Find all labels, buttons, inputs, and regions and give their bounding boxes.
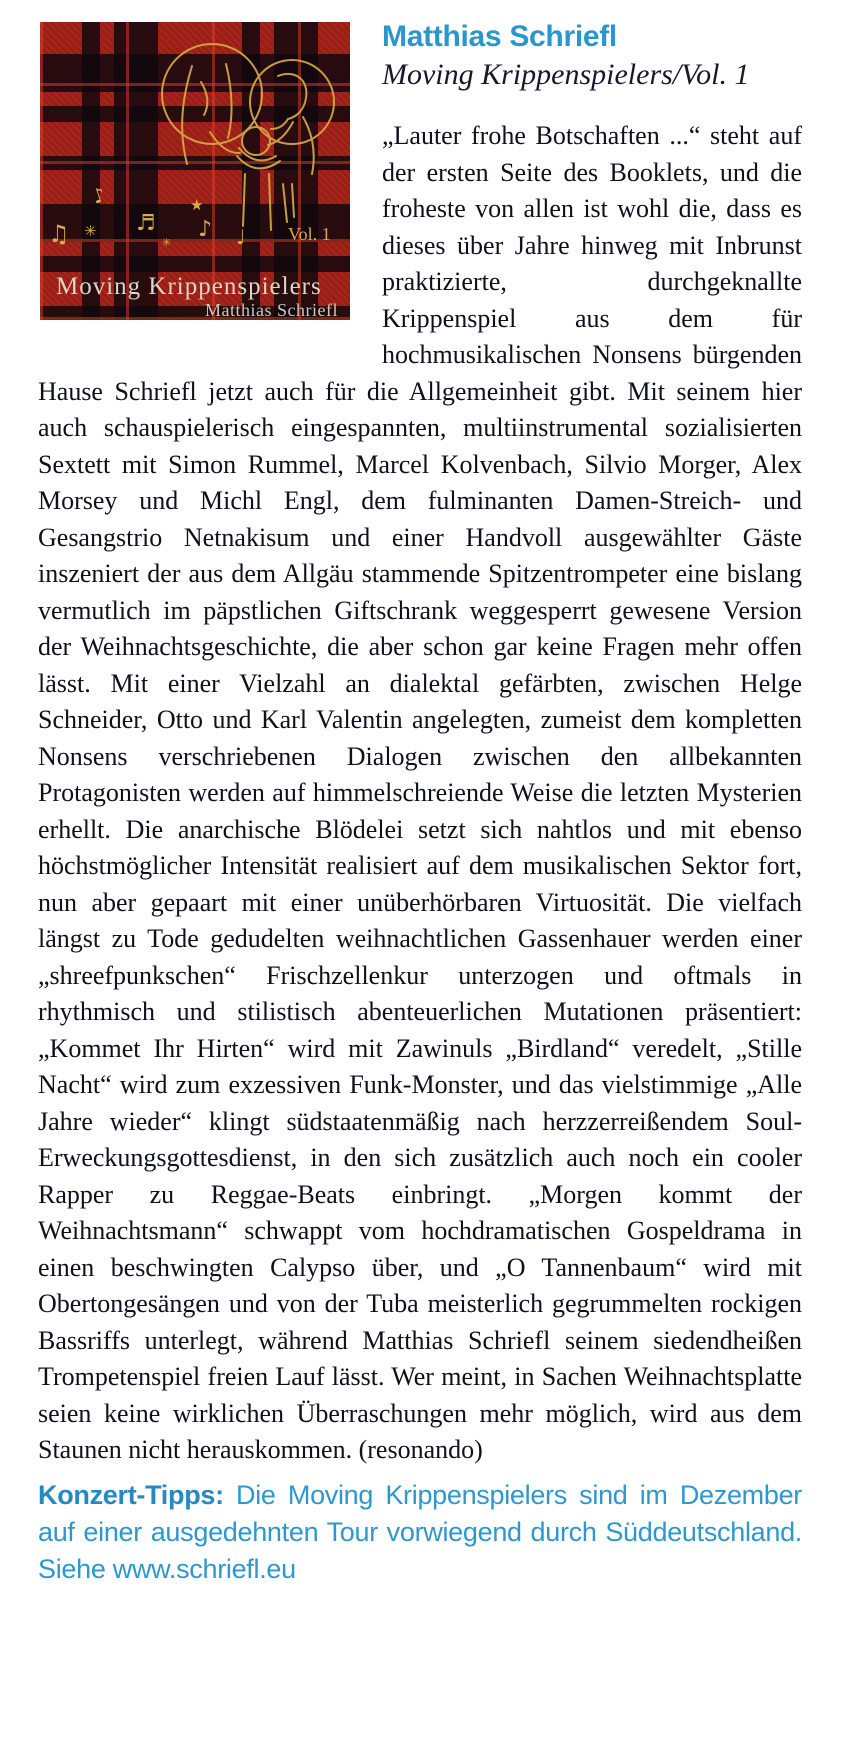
cover-title: Moving Krippenspielers xyxy=(56,273,322,300)
sparkle-star-icon: ✳ xyxy=(84,222,97,240)
artist-name: Matthias Schriefl xyxy=(382,20,617,53)
eighth-note-icon: ♪ xyxy=(88,182,109,209)
joseph-halo-icon xyxy=(250,60,334,144)
quarter-note-icon: ♩ xyxy=(236,225,246,249)
concert-tips-text: Die Moving Krippenspielers sind im Dezember auf einer ausgedehnten Tour vorwiegend durch Süddeutschland. Siehe xyxy=(38,1479,802,1584)
small-star-icon: ✳ xyxy=(162,236,172,249)
album-title: Moving Krippenspielers/Vol. 1 xyxy=(382,58,750,91)
cover-volume-label: Vol. 1 xyxy=(288,224,331,244)
concert-tips xyxy=(38,1477,802,1588)
beamed-notes-icon: ♫ xyxy=(48,220,70,248)
baby-halo-icon xyxy=(242,127,270,155)
star-icon: ★ xyxy=(190,196,204,214)
cover-artist: Matthias Schriefl xyxy=(205,300,338,320)
review-text: „Lauter frohe Botschaften ...“ steht auf der ersten Seite des Booklets, und die froheste von allen ist wohl die, dass es dieses über Jahre hinweg mit Inbrunst praktizierte, durchgeknallte Krippenspiel aus dem für hochmusikalischen Nonsens bürgenden Hause Schriefl jetzt auch für die Allgemeinheit gibt. Mit seinem hier auch schauspielerisch eingespannten, multiinstrumental sozialisierten Sextett mit Simon Rummel, Marcel Kolvenbach, Silvio Morger, Alex Morsey und Michl Engl, dem fulminanten Damen-Streich- und Gesangstrio Netnakisum und einer Handvoll ausgewählter Gäste inszeniert der aus dem Allgäu stammende Spitzentrompeter eine bislang vermutlich im päpstlichen Giftschrank weggesperrt gewesene Version der Weihnachtsgeschichte, die aber schon gar keine Fragen mehr offen lässt. Mit einer Vielzahl an dialektal gefärbten, zwischen Helge Schneider, Otto und Karl Valentin angelegten, zumeist dem kompletten Nonsens verschriebenen Dialogen zwischen den allbekannten Protagonisten werden auf himmelschreiende Weise die letzten Mysterien erhellt. Die anarchische Blödelei setzt sich nahtlos und mit ebenso höchstmöglicher Intensität realisiert auf dem musikalischen Sektor fort, nun aber gepaart mit einer unüberhörbaren Virtuosität. Die vielfach längst zu Tode gedudelten weihnachtlichen Gassenhauer werden einer „shreefpunkschen“ Frischzellenkur unterzogen und oftmals in rhythmisch und stilistisch abenteuerlichen Mutationen präsentiert: „Kommet Ihr Hirten“ wird mit Zawinuls „Birdland“ veredelt, „Stille Nacht“ wird zum exzessiven Funk-Monster, und das vielstimmige „Alle Jahre wieder“ klingt südstaatenmäßig nach herzzerreißendem Soul-Erweckungsgottesdienst, in den sich zusätzlich auch noch ein cooler Rapper zu Reggae-Beats einbringt. „Morgen kommt der Weihnachtsmann“ schwappt vom hochdramatischen Gospeldrama in einen beschwingten Calypso über, und „O Tannenbaum“ wird mit Obertongesängen und von der Tuba meisterlich gegrummelten rockigen Bassriffs unterlegt, während Matthias Schriefl seinem siedendheißen Trompetenspiel freien Lauf lässt. Wer meint, in Sachen Weihnachtsplatte seien keine wirklichen Überraschungen mehr möglich, wird aus dem Staunen nicht herauskommen. (resonando) xyxy=(38,121,802,1464)
album-cover xyxy=(40,22,350,320)
album-cover-art xyxy=(40,22,350,320)
note-mobile-icon: ♬ xyxy=(136,211,156,236)
website-url[interactable]: www.schriefl.eu xyxy=(112,1553,296,1584)
nativity-line-art xyxy=(162,44,334,230)
eighth-note-2-icon: ♪ xyxy=(198,217,213,242)
concert-tips-label: Konzert-Tipps: xyxy=(38,1479,224,1510)
